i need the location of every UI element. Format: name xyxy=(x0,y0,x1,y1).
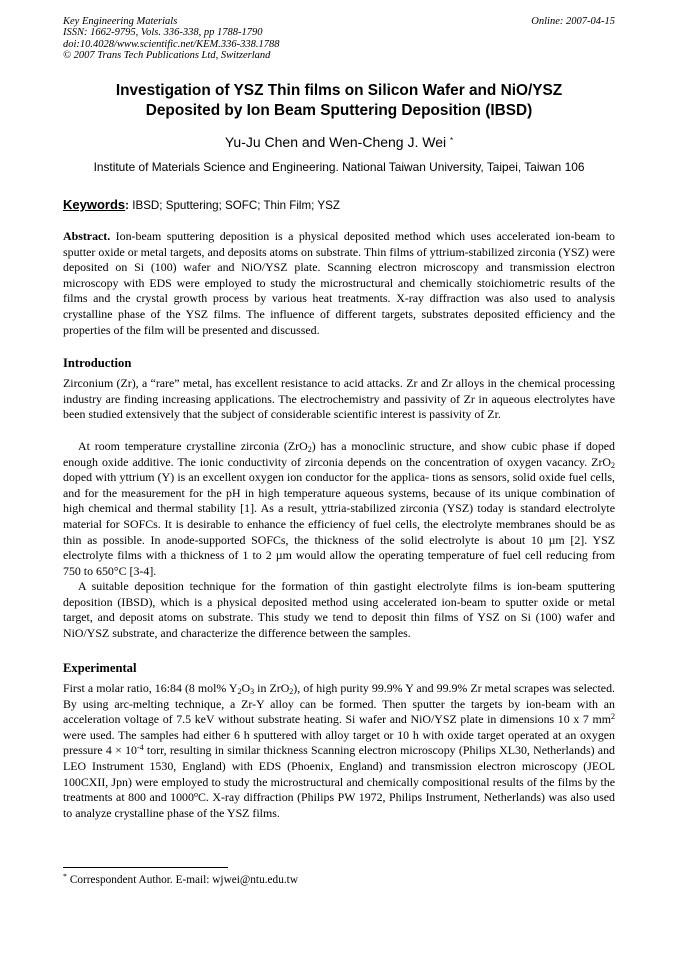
abstract-text: Ion-beam sputtering deposition is a physical deposited method which uses accelerated ion-beam to sputter oxide or metal targets, and deposits atoms on substrate. Thin films of yttrium-stabilized zirconia (YSZ) were deposited on Si (100) wafer and NiO/YSZ plate. Scanning electron microscopy and transmission electron microscopy with EDS were employed to study the microstructural and chemically stoichiometric results of the films and the crystal growth process by various heat treatments. X-ray diffraction was also used to analysis crystalline phase of the YSZ films. The influence of different targets, substrates deposited efficiency and the properties of the film will be presented and discussed. xyxy=(63,229,615,337)
exp-sub-1: 2 xyxy=(237,687,242,696)
footnote xyxy=(63,873,298,887)
footnote-mark: * xyxy=(63,872,67,881)
keywords-label: Keywords xyxy=(63,197,126,212)
exp-part-d: ), of high purity 99.9% Y and 99.9% Zr metal scrapes was selected. By using arc-melting technique, a Zr-Y alloy can be formed. Then sputter the targets by ion-beam with an acceleration voltage of 7.5 keV without substrate heating. Si wafer and NiO/YSZ plate in dimensions 10 x 7 mm xyxy=(63,681,615,727)
title-line-2: Deposited by Ion Beam Sputtering Deposition (IBSD) xyxy=(145,102,533,119)
intro-p2-part-a: At room temperature crystalline zirconia (ZrO xyxy=(78,439,308,453)
experimental-heading: Experimental xyxy=(63,661,137,675)
issn-line: ISSN: 1662-9795, Vols. 336-338, pp 1788-1790 xyxy=(63,27,263,39)
intro-paragraph-2 xyxy=(63,439,615,579)
exp-part-g: C. X-ray diffraction (Philips PW 1972, Philips Instrument, Netherlands) was also used to analyze crystalline phase of the YSZ films. xyxy=(63,790,615,820)
introduction-heading: Introduction xyxy=(63,356,132,370)
exp-sup-1: 2 xyxy=(611,712,615,722)
footnote-divider xyxy=(63,867,228,868)
journal-name: Key Engineering Materials xyxy=(63,16,178,27)
exp-part-b: O xyxy=(241,681,251,695)
keywords-text: IBSD; Sputtering; SOFC; Thin Film; YSZ xyxy=(129,199,340,212)
exp-sup-3: o xyxy=(193,790,198,800)
copyright-line: © 2007 Trans Tech Publications Ltd, Switzerland xyxy=(63,49,271,61)
intro-paragraph-3: A suitable deposition technique for the formation of thin gastight electrolyte films is ion-beam sputtering deposition (IBSD), which is a physical deposited method using accelerated ion-beam to sputter oxide or metal target, and deposit atoms on substrate. This study we tend to deposit thin films of YSZ on Si (100) wafer and NiO/YSZ substrate, and characterize the difference between the samples. xyxy=(63,579,615,640)
abstract-label: Abstract. xyxy=(63,229,111,243)
exp-sup-2: -4 xyxy=(136,743,144,753)
title-line-1: Investigation of YSZ Thin films on Silicon Wafer and NiO/YSZ xyxy=(115,82,563,99)
author-footnote-mark: * xyxy=(450,136,454,145)
exp-part-e: were used. The samples had either 6 h sputtered with alloy target or 10 h with oxide target operated at an oxygen pressure 4 × 10 xyxy=(63,727,615,758)
experimental-paragraph xyxy=(63,681,615,821)
keywords-colon: : xyxy=(125,199,130,212)
exp-part-c: in ZrO xyxy=(254,681,290,695)
journal-header xyxy=(63,16,615,61)
footnote-text: Correspondent Author. E-mail: wjwei@ntu.edu.tw xyxy=(67,874,298,886)
exp-sub-3: 2 xyxy=(289,687,294,696)
keywords-line xyxy=(63,197,615,214)
intro-p2-part-c: doped with yttrium (Y) is an excellent oxygen ion conductor for the applica- tions as sensors, solid oxide fuel cells, and for the measurement for the pH in high temperature aqueous systems, because of its unique combination of high chemical and thermal stability [1]. As a result, yttria-stabilized zirconia (YSZ) today is standard electrolyte material for SOFCs. It is desirable to enhance the efficiency of fuel cells, the electrolyte membranes should be as thin as possible. In anode-supported SOFCs, the thickness of the solid electrolyte is about 10 µm [2]. YSZ electrolyte films with a thickness of 1 to 2 µm would allow the operating temperature of fuel cell reducing from 750 to 650°C [3-4]. xyxy=(63,470,615,578)
doi-line: doi:10.4028/www.scientific.net/KEM.336-338.1788 xyxy=(63,38,280,50)
exp-part-a: First a molar ratio, 16:84 (8 mol% Y xyxy=(63,681,238,695)
exp-part-f: torr, resulting in similar thickness Scanning electron microscopy (Philips XL30, Netherlands) and LEO Instrument 1530, England) with EDS (Phoenix, England) and transmission electron microscopy (JEOL 100CXII, Jpn) were employed to study the microstructural and chemically compositional results of the films by the treatments at 800 and 1000 xyxy=(63,743,615,805)
intro-p2-sub-2: 2 xyxy=(611,460,615,470)
author-list xyxy=(63,133,615,151)
online-date: Online: 2007-04-15 xyxy=(531,16,615,27)
authors-text: Yu-Ju Chen and Wen-Cheng J. Wei xyxy=(224,134,447,150)
paper-title xyxy=(63,81,615,121)
abstract xyxy=(63,229,615,338)
affiliation: Institute of Materials Science and Engineering. National Taiwan University, Taipei, Taiwan 106 xyxy=(93,160,585,174)
intro-p2-sub-1: 2 xyxy=(307,445,312,454)
intro-paragraph-1: Zirconium (Zr), a “rare” metal, has excellent resistance to acid attacks. Zr and Zr alloys in the chemical processing industry are finding increasing applications. The electrochemistry and passivity of Zr in aqueous electrolytes have been studied extensively that the subject of considerable scientific interest is passivity of Zr. xyxy=(63,376,615,422)
intro-p2-part-b: ) has a monoclinic structure, and show cubic phase if doped enough oxide additive. The ionic conductivity of zirconia depends on the concentration of oxygen vacancy. ZrO xyxy=(63,439,615,469)
exp-sub-2: 3 xyxy=(250,687,255,696)
